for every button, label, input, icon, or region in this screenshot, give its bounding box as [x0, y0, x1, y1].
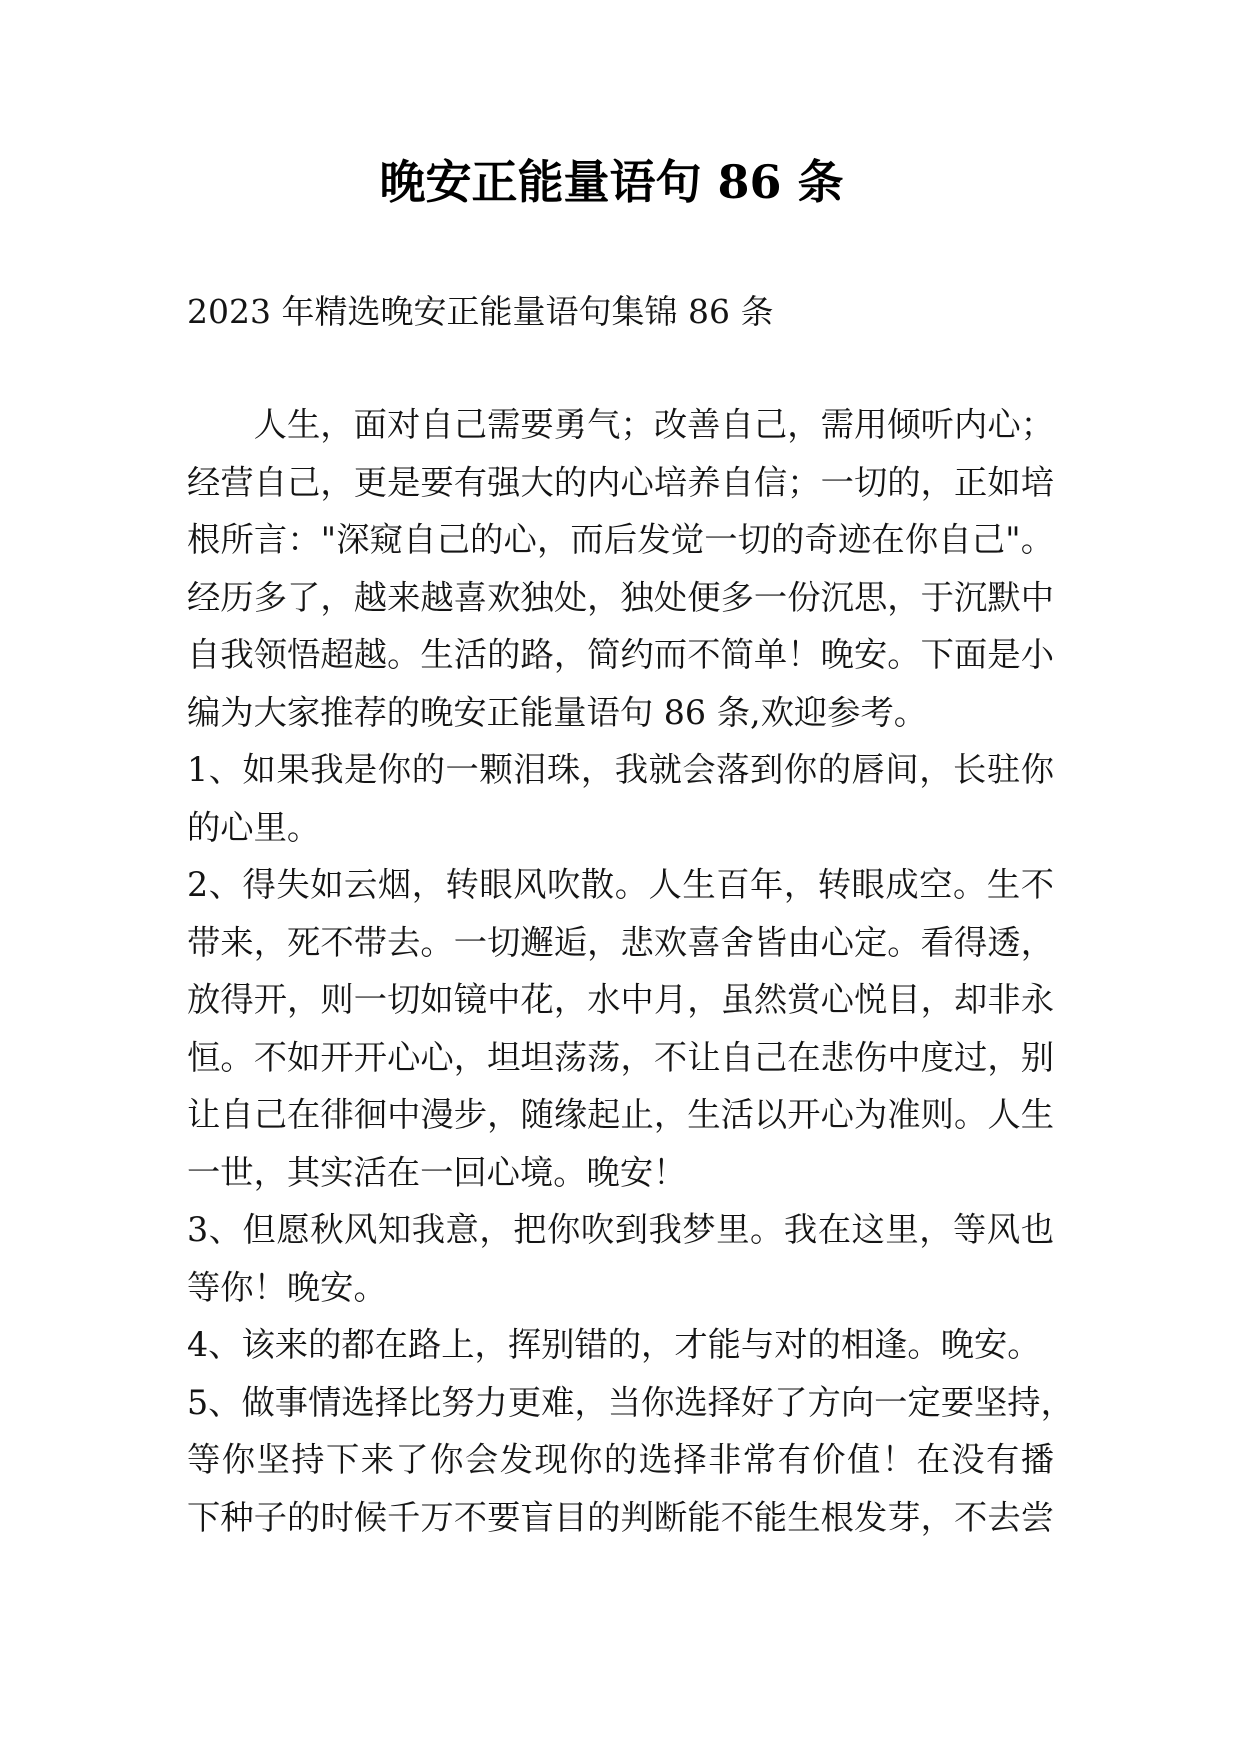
paragraph-item-2 [187, 856, 1054, 1201]
text-line: 等你坚持下来了你会发现你的选择非常有价值！在没有播 [187, 1440, 1054, 1479]
document-title: 晚安正能量语句 86 条 [379, 155, 844, 209]
paragraph-item-1 [187, 741, 1054, 856]
text-line: 经历多了，越来越喜欢独处，独处便多一份沉思，于沉默中 [187, 577, 1054, 617]
document-body [187, 396, 1074, 1546]
text-line: 恒。不如开开心心，坦坦荡荡，不让自己在悲伤中度过，别 [187, 1037, 1054, 1077]
document-subtitle: 2023 年精选晚安正能量语句集锦 86 条 [187, 292, 774, 331]
text-line: 经营自己，更是要有强大的内心培养自信；一切的，正如培 [187, 462, 1054, 502]
text-line: 5、做事情选择比努力更难，当你选择好了方向一定要坚持， [187, 1382, 1074, 1422]
text-line: 一世，其实活在一回心境。晚安！ [187, 1152, 687, 1192]
text-line: 放得开，则一切如镜中花，水中月，虽然赏心悦目，却非永 [187, 980, 1054, 1019]
paragraph-item-4 [187, 1316, 1054, 1374]
text-line: 3、但愿秋风知我意，把你吹到我梦里。我在这里，等风也 [187, 1210, 1054, 1249]
text-line: 自我领悟超越。生活的路，简约而不简单！晚安。下面是小 [187, 635, 1054, 674]
text-line: 带来，死不带去。一切邂逅，悲欢喜舍皆由心定。看得透， [187, 922, 1054, 962]
text-line: 的心里。 [187, 807, 321, 847]
text-line: 1、如果我是你的一颗泪珠，我就会落到你的唇间，长驻你 [187, 750, 1054, 789]
paragraph-intro [187, 396, 1054, 741]
text-line: 人生，面对自己需要勇气；改善自己，需用倾听内心； [253, 405, 1054, 444]
text-line: 下种子的时候千万不要盲目的判断能不能生根发芽，不去尝 [187, 1497, 1054, 1537]
text-line: 2、得失如云烟，转眼风吹散。人生百年，转眼成空。生不 [187, 865, 1054, 904]
paragraph-item-3 [187, 1201, 1054, 1316]
text-line: 让自己在徘徊中漫步，随缘起止，生活以开心为准则。人生 [187, 1095, 1054, 1134]
text-line: 编为大家推荐的晚安正能量语句 86 条,欢迎参考。 [187, 692, 928, 732]
text-line: 4、该来的都在路上，挥别错的，才能与对的相逢。晚安。 [187, 1325, 1041, 1364]
text-line: 等你！晚安。 [187, 1267, 387, 1307]
paragraph-item-5 [187, 1374, 1074, 1547]
text-line: 根所言："深窥自己的心，而后发觉一切的奇迹在你自己"。 [187, 520, 1054, 559]
